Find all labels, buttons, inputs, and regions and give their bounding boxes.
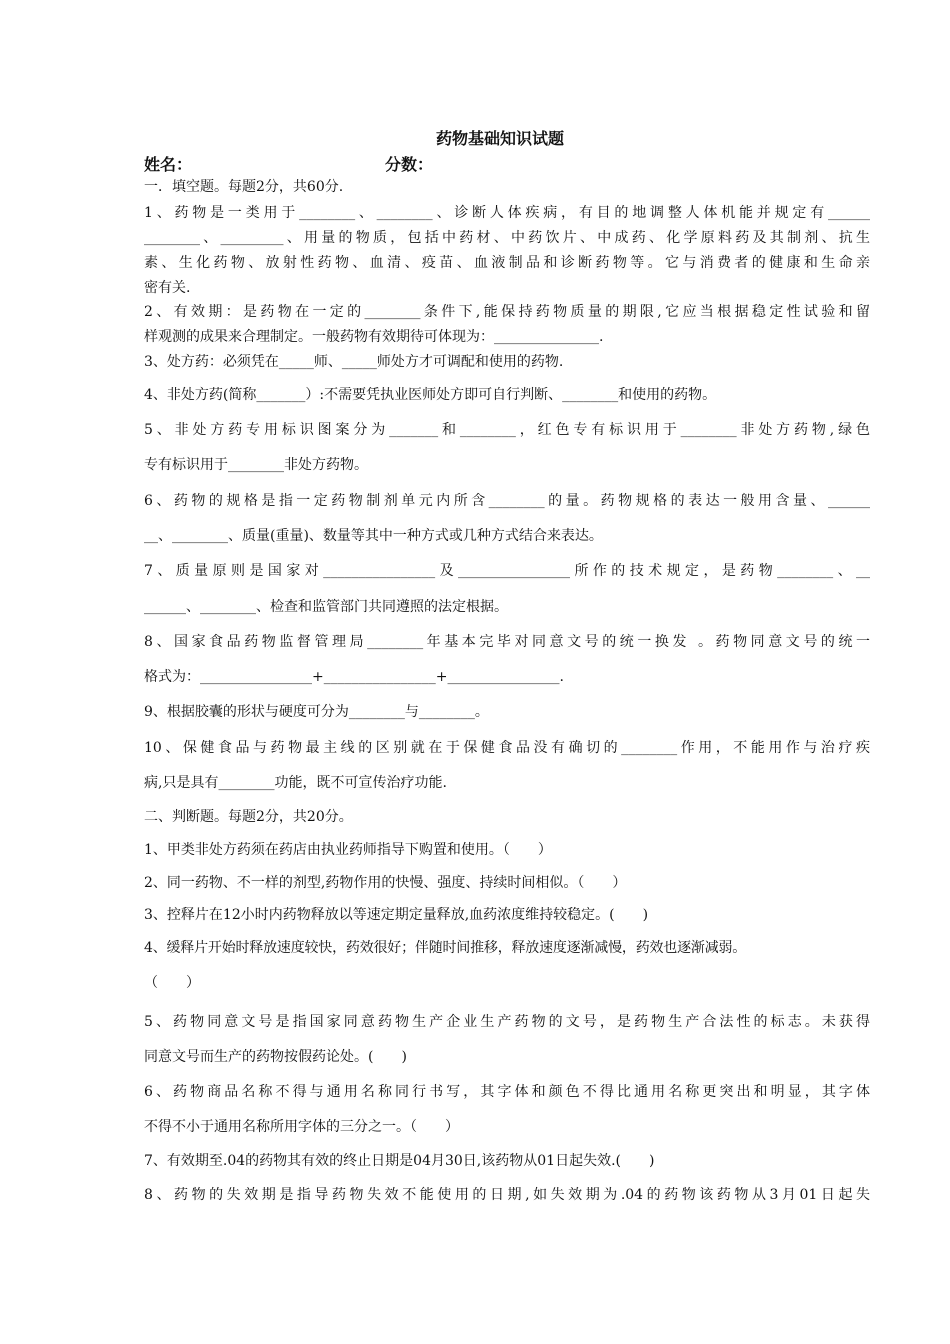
question-line: 7、有效期至.04的药物其有效的终止日期是04月30日,该药物从01日起失效.( ) <box>144 1153 655 1169</box>
question-line: 10、保健食品与药物最主线的区别就在于保健食品没有确切的________作用，不能用作与治疗疾 <box>144 740 870 756</box>
question-line: 1、甲类非处方药须在药店由执业药师指导下购置和使用。（ ） <box>144 842 552 858</box>
question-line: 病,只是具有________功能，既不可宣传治疗功能. <box>144 775 447 791</box>
question-line: 5、非处方药专用标识图案分为_______和________，红色专有标识用于________非处方药物,绿色 <box>144 422 870 438</box>
question-line: 素、生化药物、放射性药物、血清、疫苗、血液制品和诊断药物等。它与消费者的健康和生命亲 <box>144 255 870 271</box>
question-line: __、________、质量(重量)、数量等其中一种方式或几种方式结合来表达。 <box>144 528 603 544</box>
question-line: 不得不小于通用名称所用字体的三分之一。（ ） <box>144 1119 459 1135</box>
question-line: 8、国家食品药物监督管理局________年基本完毕对同意文号的统一换发 。药物同意文号的统一 <box>144 634 870 650</box>
question-line: 8、药物的失效期是指导药物失效不能使用的日期,如失效期为.04的药物该药物从3月01日起失 <box>144 1187 870 1203</box>
question-line: 样观测的成果来合理制定。一般药物有效期待可体现为：_______________. <box>144 329 604 345</box>
question-line: 4、缓释片开始时释放速度较快，药效很好；伴随时间推移，释放速度逐渐减慢，药效也逐渐减弱。 <box>144 940 747 956</box>
question-line: 6、药物商品名称不得与通用名称同行书写，其字体和颜色不得比通用名称更突出和明显，其字体 <box>144 1084 870 1100</box>
question-line: 同意文号而生产的药物按假药论处。( ) <box>144 1049 407 1065</box>
question-line: 5、药物同意文号是指国家同意药物生产企业生产药物的文号，是药物生产合法性的标志。未获得 <box>144 1014 870 1030</box>
question-line: 9、根据胶囊的形状与硬度可分为________与________。 <box>144 704 489 720</box>
question-line: 密有关. <box>144 280 191 296</box>
page-title: 药物基础知识试题 <box>435 129 564 148</box>
section-true-false-heading: 二、判断题。每题2分，共20分。 <box>144 809 353 825</box>
name-label: 姓名： <box>144 155 193 174</box>
question-line: 格式为：________________+________________+________________. <box>144 669 564 685</box>
question-line: 6、药物的规格是指一定药物制剂单元内所含________的量。药物规格的表达一般用含量、______ <box>144 493 870 509</box>
question-line: 2、同一药物、不一样的剂型,药物作用的快慢、强度、持续时间相似。（ ） <box>144 875 627 891</box>
question-line: 4、非处方药(简称_______）:不需要凭执业医师处方即可自行判断、________和使用的药物。 <box>144 387 717 403</box>
question-line: 1、药物是一类用于________、________、诊断人体疾病，有目的地调整人体机能并规定有______ <box>144 205 870 221</box>
question-line: 专有标识用于________非处方药物。 <box>144 457 368 473</box>
question-line: 3、处方药：必须凭在_____师、_____师处方才可调配和使用的药物. <box>144 354 564 370</box>
question-line: （ ） <box>144 975 200 991</box>
question-line: ________、_________、用量的物质，包括中药材、中药饮片、中成药、化学原料药及其制剂、抗生 <box>144 230 870 246</box>
question-line: 3、控释片在12小时内药物释放以等速定期定量释放,血药浓度维持较稳定。( ) <box>144 907 649 923</box>
question-line: 2、有效期：是药物在一定的________条件下,能保持药物质量的期限,它应当根据稳定性试验和留 <box>144 304 870 320</box>
question-line: 7、质量原则是国家对________________及________________所作的技术规定，是药物________、__ <box>144 563 870 579</box>
question-line: ______、________、检查和监管部门共同遵照的法定根据。 <box>144 599 508 615</box>
score-label: 分数： <box>385 155 434 174</box>
section-fill-blank-heading: 一．填空题。每题2分，共60分. <box>144 179 344 195</box>
